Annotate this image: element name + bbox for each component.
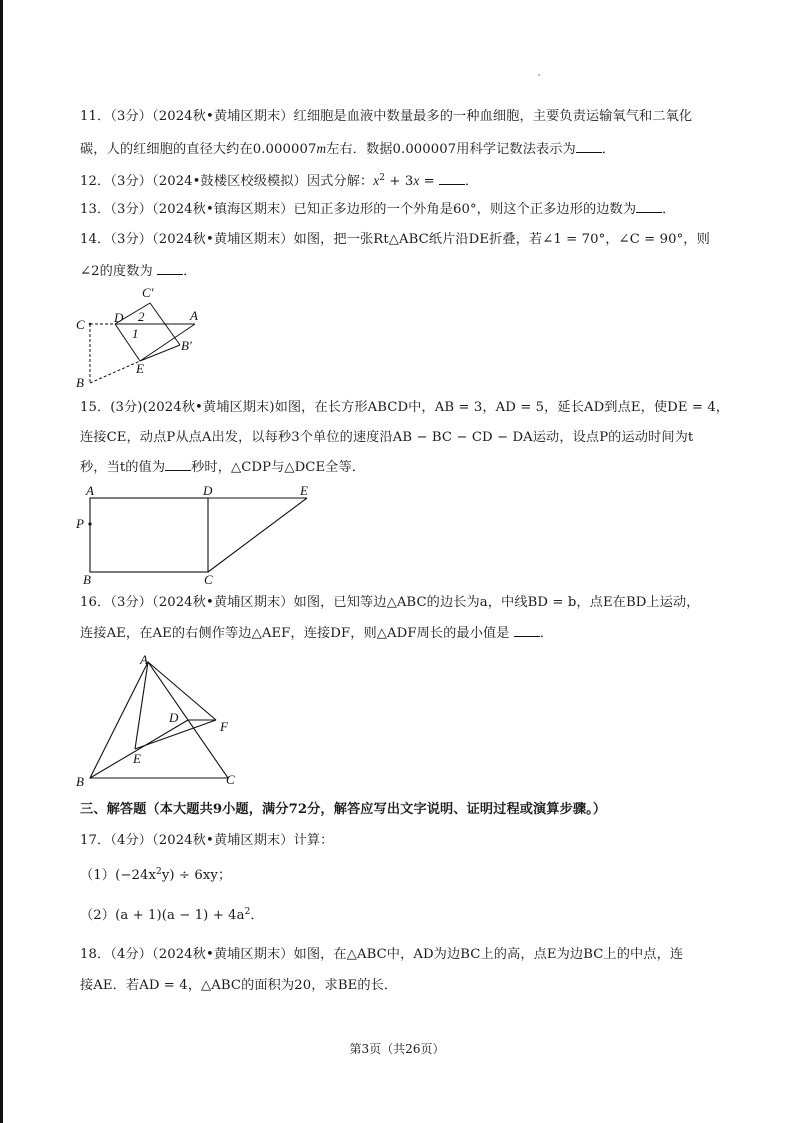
label-a: A	[140, 652, 148, 667]
label-e: E	[133, 751, 141, 766]
label-angle-1: 1	[132, 326, 139, 341]
label-a: A	[86, 483, 94, 498]
answer-blank	[636, 200, 662, 213]
answer-blank	[157, 262, 183, 275]
q18-line1: 18．（4分）（2024秋•黄埔区期末）如图，在△ABC中，AD为边BC上的高，点E为边BC上的中点，连	[80, 947, 684, 962]
label-f: F	[220, 719, 228, 734]
label-e: E	[136, 361, 144, 376]
q14-figure	[70, 283, 220, 393]
label-b: B	[76, 375, 84, 390]
q15-figure	[70, 480, 320, 590]
label-c-prime: C′	[142, 285, 154, 300]
answer-blank	[514, 624, 540, 637]
label-d: D	[203, 483, 213, 498]
q11-line2: 碳，人的红细胞的直径大约在0.000007m左右．数据0.000007用科学记数法表示为 ．	[80, 141, 616, 157]
answer-blank	[576, 140, 602, 153]
label-d: D	[114, 310, 124, 325]
q17-part2: $(2)(a + 1)(a - 1) + 4a^2$．	[80, 907, 264, 923]
q17-title: 17．（4分）（2024秋•黄埔区期末）计算：	[80, 833, 334, 848]
label-d: D	[169, 710, 179, 725]
label-b: B	[83, 572, 91, 587]
q16-line2: 连接AE，在AE的右侧作等边△AEF，连接DF，则△ADF周长的最小值是 ．	[80, 626, 554, 641]
q14-line2: ∠2的度数为 ．	[80, 264, 197, 279]
q17-part1: $(1)(-24x^2y) \div 6xy$；	[80, 867, 232, 883]
page-edge-line	[0, 0, 3, 1123]
q11-line1: 11．（3分）（2024秋•黄埔区期末）红细胞是血液中数量最多的一种血细胞，主要负责运输氧气和二氧化	[80, 109, 693, 124]
answer-blank	[165, 458, 191, 471]
q12-line: 12．（3分）（2024•鼓楼区校级模拟）因式分解：$x^2 + 3x$ = ．	[80, 173, 479, 189]
answer-blank	[439, 172, 465, 185]
q15-line1: 15．(3分)(2024秋•黄埔区期末)如图，在长方形ABCD中，AB = 3，AD = 5，延长AD到点E，使DE = 4，	[80, 400, 730, 415]
q13-line: 13．（3分）（2024秋•镇海区期末）已知正多边形的一个外角是60°，则这个正多边形的边数为 ．	[80, 202, 676, 217]
label-angle-2: 2	[138, 309, 145, 324]
label-c: C	[226, 772, 235, 787]
label-e: E	[300, 483, 308, 498]
label-c: C	[204, 572, 213, 587]
q15-line2: 连接CE，动点P从点A出发，以每秒3个单位的速度沿AB − BC − CD − DA运动，设点P的运动时间为t	[80, 430, 694, 445]
label-a: A	[190, 308, 198, 323]
q18-line2: 接AE．若AD = 4，△ABC的面积为20，求BE的长．	[80, 978, 398, 993]
label-b-prime: B′	[181, 338, 192, 353]
page-footer: 第3页（共26页）	[349, 1042, 445, 1056]
q16-figure	[70, 648, 250, 788]
q16-line1: 16．（3分）（2024秋•黄埔区期末）如图，已知等边△ABC的边长为a，中线BD = b，点E在BD上运动，	[80, 595, 700, 610]
section-3-heading: 三、解答题（本大题共9小题，满分72分，解答应写出文字说明、证明过程或演算步骤。）	[80, 802, 607, 817]
scan-speck	[538, 74, 540, 76]
label-p: P	[76, 516, 84, 531]
label-c: C	[76, 317, 85, 332]
q14-line1: 14．（3分）（2024秋•黄埔区期末）如图，把一张Rt△ABC纸片沿DE折叠，若∠1 = 70°，∠C = 90°，则	[80, 232, 710, 247]
label-b: B	[76, 774, 84, 788]
q15-line3: 秒，当t的值为 秒时，△CDP与△DCE全等．	[80, 460, 366, 475]
